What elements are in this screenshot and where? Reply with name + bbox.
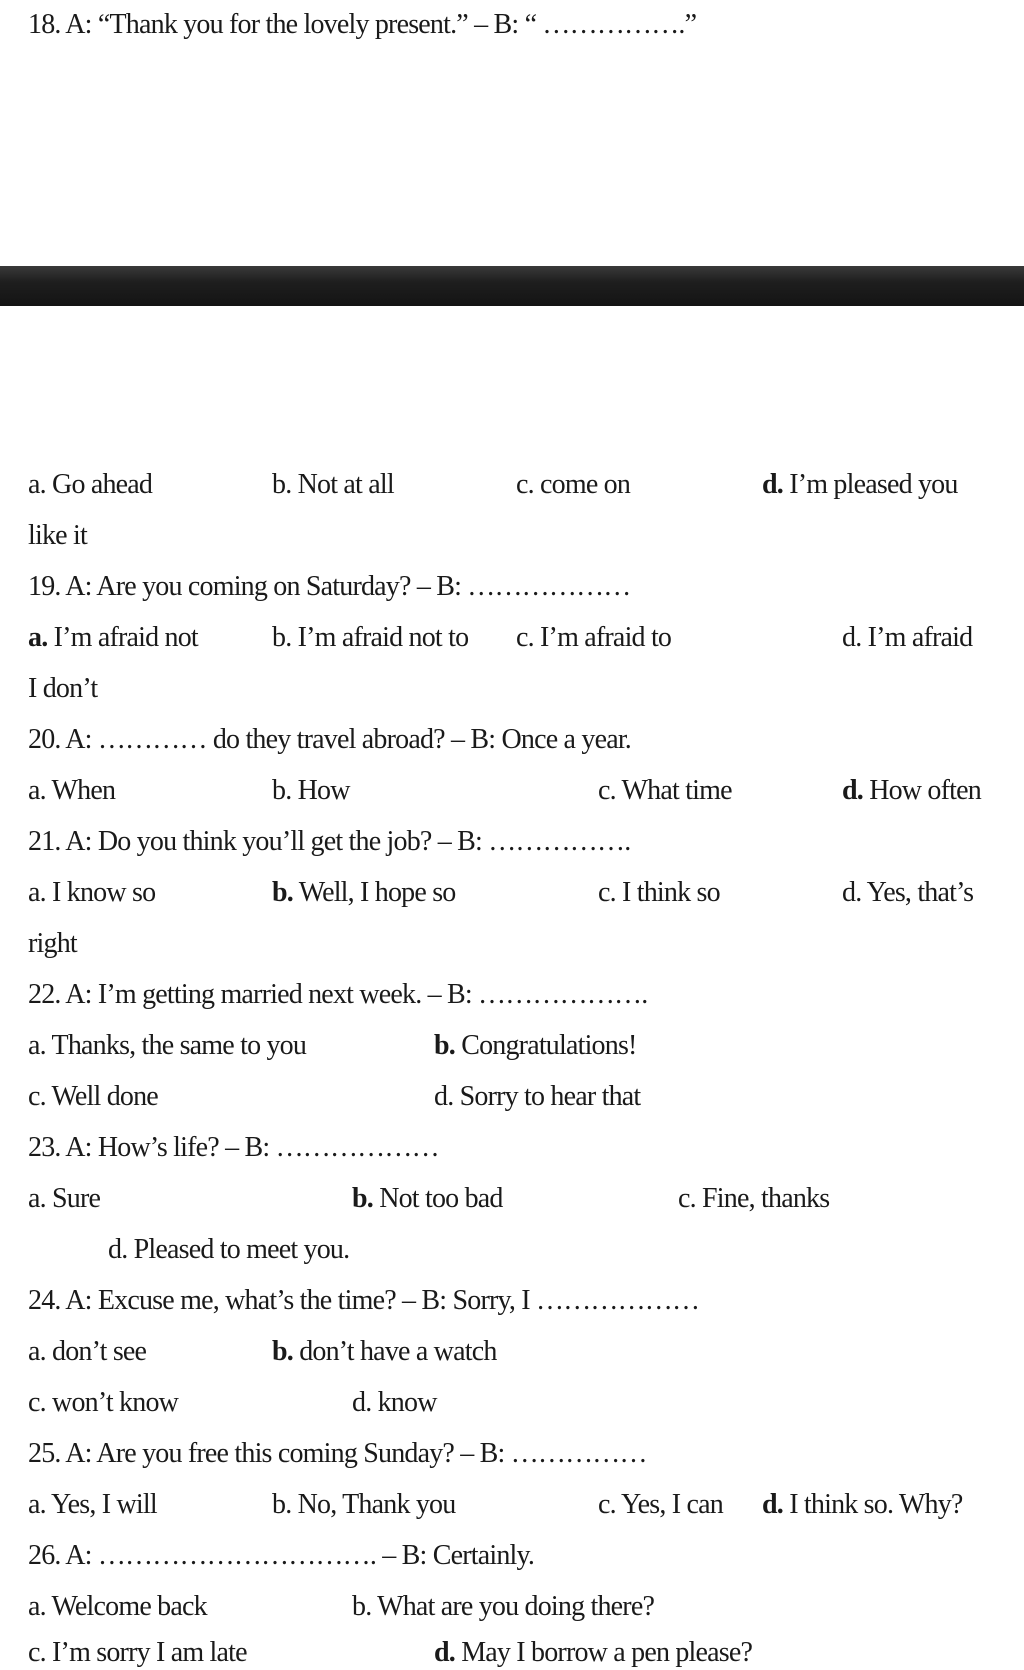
question-24: 24. A: Excuse me, what’s the time? – B: Sorry, I ………………: [28, 1285, 700, 1316]
question-19: 19. A: Are you coming on Saturday? – B: ………………: [28, 571, 631, 602]
q22-option-d: d. Sorry to hear that: [434, 1081, 641, 1112]
q21-option-a: a. I know so: [28, 877, 156, 908]
question-21: 21. A: Do you think you’ll get the job? – B: …………….: [28, 826, 631, 857]
q26-option-b: b. What are you doing there?: [352, 1591, 655, 1622]
q18-option-c: c. come on: [516, 469, 631, 500]
q23-option-a: a. Sure: [28, 1183, 101, 1214]
q20-option-b: b. How: [272, 775, 350, 806]
q20-option-a: a. When: [28, 775, 116, 806]
image-divider-bar: [0, 266, 1024, 306]
question-25: 25. A: Are you free this coming Sunday? – B: ……………: [28, 1438, 647, 1469]
q22-option-c: c. Well done: [28, 1081, 158, 1112]
q23-option-d: d. Pleased to meet you.: [108, 1234, 350, 1265]
question-20: 20. A: ………… do they travel abroad? – B: Once a year.: [28, 724, 632, 755]
q25-option-b: b. No, Thank you: [272, 1489, 456, 1520]
q19-option-a: a. I’m afraid not: [28, 622, 198, 653]
q22-option-a: a. Thanks, the same to you: [28, 1030, 307, 1061]
q19-option-b: b. I’m afraid not to: [272, 622, 469, 653]
q24-option-c: c. won’t know: [28, 1387, 179, 1418]
q26-option-d: d. May I borrow a pen please?: [434, 1637, 753, 1668]
q21-option-c: c. I think so: [598, 877, 720, 908]
q19-option-c: c. I’m afraid to: [516, 622, 672, 653]
q18-option-a: a. Go ahead: [28, 469, 153, 500]
q25-option-a: a. Yes, I will: [28, 1489, 157, 1520]
q21-option-b: b. Well, I hope so: [272, 877, 456, 908]
q19-option-d: d. I’m afraid: [842, 622, 973, 653]
q24-option-d: d. know: [352, 1387, 437, 1418]
q21-option-d-wrap: right: [28, 928, 77, 959]
q19-option-d-wrap: I don’t: [28, 673, 98, 704]
q23-option-b: b. Not too bad: [352, 1183, 503, 1214]
q20-option-d: d. How often: [842, 775, 981, 806]
q26-option-c: c. I’m sorry I am late: [28, 1637, 247, 1668]
q18-option-d: d. I’m pleased you: [762, 469, 958, 500]
q18-option-d-wrap: like it: [28, 520, 87, 551]
q21-option-d: d. Yes, that’s: [842, 877, 974, 908]
question-23: 23. A: How’s life? – B: ………………: [28, 1132, 439, 1163]
question-18: 18. A: “Thank you for the lovely present.” – B: “ …………….”: [28, 9, 697, 40]
q24-option-a: a. don’t see: [28, 1336, 147, 1367]
question-22: 22. A: I’m getting married next week. – B: ……………….: [28, 979, 648, 1010]
q20-option-c: c. What time: [598, 775, 732, 806]
q24-option-b: b. don’t have a watch: [272, 1336, 497, 1367]
q23-option-c: c. Fine, thanks: [678, 1183, 830, 1214]
q25-option-d: d. I think so. Why?: [762, 1489, 963, 1520]
q25-option-c: c. Yes, I can: [598, 1489, 723, 1520]
q22-option-b: b. Congratulations!: [434, 1030, 637, 1061]
q26-option-a: a. Welcome back: [28, 1591, 207, 1622]
question-26: 26. A: …………………………. – B: Certainly.: [28, 1540, 535, 1571]
q18-option-b: b. Not at all: [272, 469, 394, 500]
